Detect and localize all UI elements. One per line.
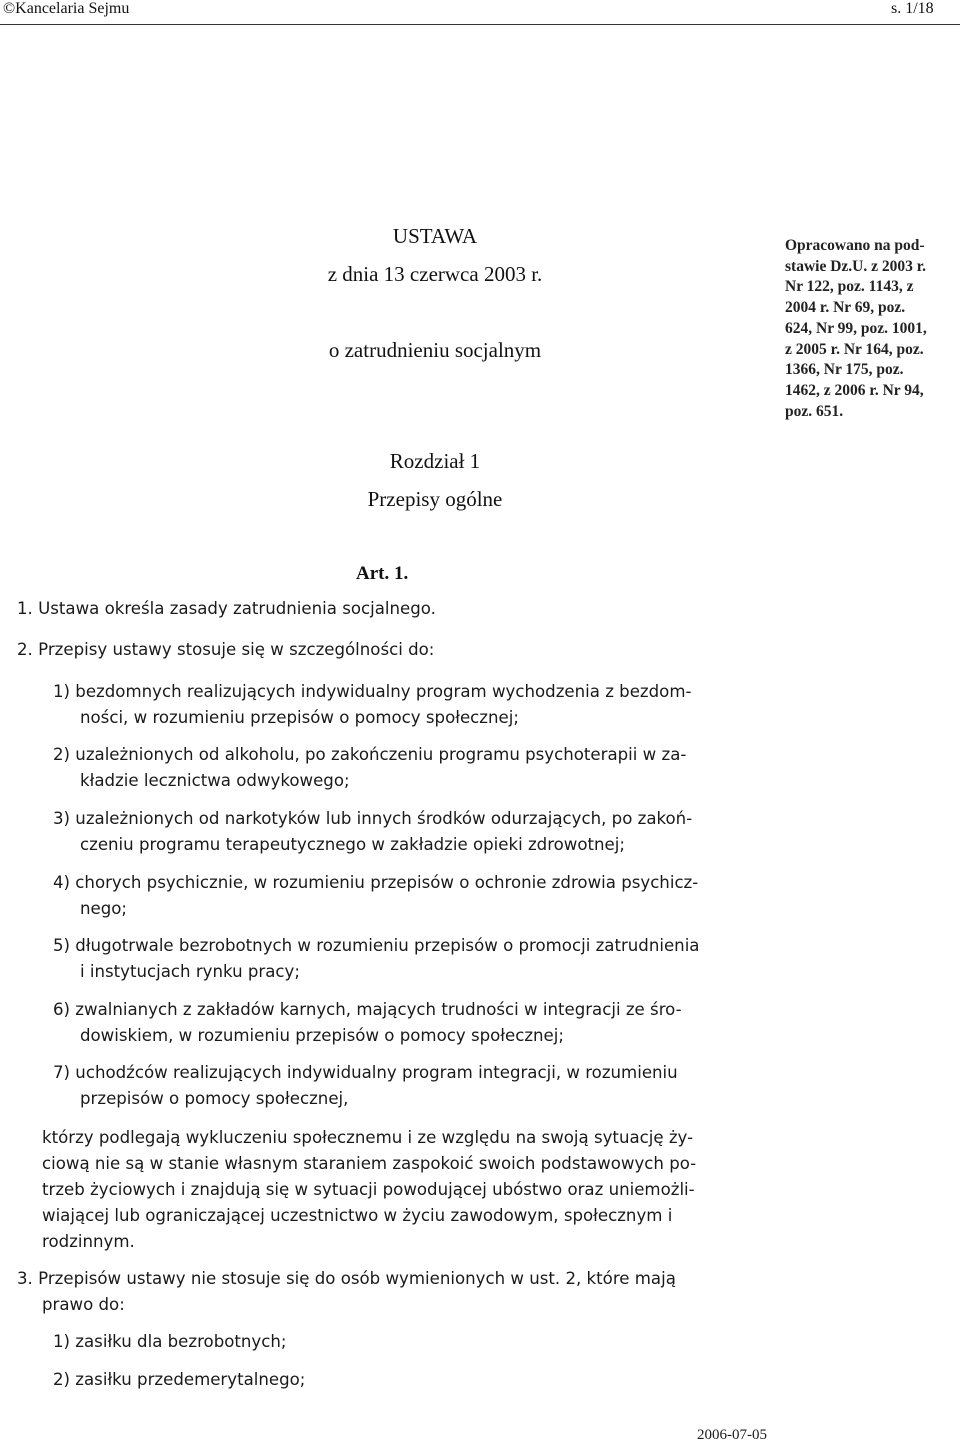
source-note-line: Opracowano na pod-	[785, 237, 925, 254]
source-note-line: stawie Dz.U. z 2003 r.	[785, 257, 927, 275]
source-note-line: poz. 651.	[785, 402, 844, 420]
source-note-line: Nr 122, poz. 1143, z	[785, 278, 914, 296]
p3-item-2: 2) zasiłku przedemerytalnego;	[53, 1370, 306, 1389]
list-item-3-line-1: 3) uzależnionych od narkotyków lub innych środków odurzających, po zakoń-	[53, 809, 693, 828]
list-item-4-line-2: nego;	[80, 899, 128, 918]
source-note-line: 1462, z 2006 r. Nr 94,	[785, 381, 924, 399]
act-subject: o zatrudnieniu socjalnym	[328, 338, 542, 362]
act-title: USTAWA	[392, 224, 478, 248]
page-number: s. 1/18	[891, 0, 934, 17]
act-date: z dnia 13 czerwca 2003 r.	[327, 262, 543, 286]
chapter-number: Rozdział 1	[389, 449, 481, 473]
closing-line-5: rodzinnym.	[42, 1232, 135, 1251]
source-note-line: 2004 r. Nr 69, poz.	[785, 299, 906, 317]
list-item-6-line-1: 6) zwalnianych z zakładów karnych, mających trudności w integracji ze śro-	[53, 1000, 682, 1019]
header-copyright: ©Kancelaria Sejmu	[3, 0, 130, 17]
list-item-1-line-1: 1) bezdomnych realizujących indywidualny program wychodzenia z bezdom-	[53, 682, 692, 701]
source-note-line: z 2005 r. Nr 164, poz.	[785, 340, 924, 358]
list-item-2-line-1: 2) uzależnionych od alkoholu, po zakończeniu programu psychoterapii w za-	[53, 745, 687, 764]
closing-line-2: ciową nie są w stanie własnym staraniem zaspokoić swoich podstawowych po-	[42, 1154, 697, 1173]
list-item-5-line-1: 5) długotrwale bezrobotnych w rozumieniu przepisów o promocji zatrudnienia	[53, 936, 700, 955]
list-item-3-line-2: czeniu programu terapeutycznego w zakładzie opieki zdrowotnej;	[80, 835, 625, 854]
header-divider	[0, 24, 960, 25]
list-item-5-line-2: i instytucjach rynku pracy;	[80, 962, 300, 981]
paragraph-3-line-2: prawo do:	[42, 1295, 125, 1314]
list-item-6-line-2: dowiskiem, w rozumieniu przepisów o pomocy społecznej;	[80, 1026, 564, 1045]
list-item-4-line-1: 4) chorych psychicznie, w rozumieniu przepisów o ochronie zdrowia psychicz-	[53, 873, 699, 892]
footer-date: 2006-07-05	[697, 1427, 767, 1443]
closing-line-3: trzeb życiowych i znajdują się w sytuacji powodującej ubóstwo oraz uniemożli-	[42, 1180, 695, 1199]
list-item-7-line-1: 7) uchodźców realizujących indywidualny program integracji, w rozumieniu	[53, 1063, 678, 1082]
chapter-title: Przepisy ogólne	[367, 487, 503, 511]
paragraph-1: 1. Ustawa określa zasady zatrudnienia socjalnego.	[17, 599, 436, 618]
paragraph-3-line-1: 3. Przepisów ustawy nie stosuje się do osób wymienionych w ust. 2, które mają	[17, 1269, 676, 1288]
closing-line-4: wiającej lub ograniczającej uczestnictwo w życiu zawodowym, społecznym i	[42, 1206, 673, 1225]
list-item-7-line-2: przepisów o pomocy społecznej,	[80, 1089, 349, 1108]
list-item-2-line-2: kładzie lecznictwa odwykowego;	[80, 771, 350, 790]
list-item-1-line-2: ności, w rozumieniu przepisów o pomocy społecznej;	[80, 708, 519, 727]
source-note	[785, 236, 960, 422]
paragraph-2: 2. Przepisy ustawy stosuje się w szczególności do:	[17, 640, 435, 659]
source-note-line: 624, Nr 99, poz. 1001,	[785, 319, 927, 337]
closing-line-1: którzy podlegają wykluczeniu społecznemu i ze względu na swoją sytuację ży-	[42, 1128, 694, 1147]
p3-item-1: 1) zasiłku dla bezrobotnych;	[53, 1332, 287, 1351]
article-heading: Art. 1.	[356, 563, 409, 584]
source-note-line: 1366, Nr 175, poz.	[785, 361, 904, 379]
